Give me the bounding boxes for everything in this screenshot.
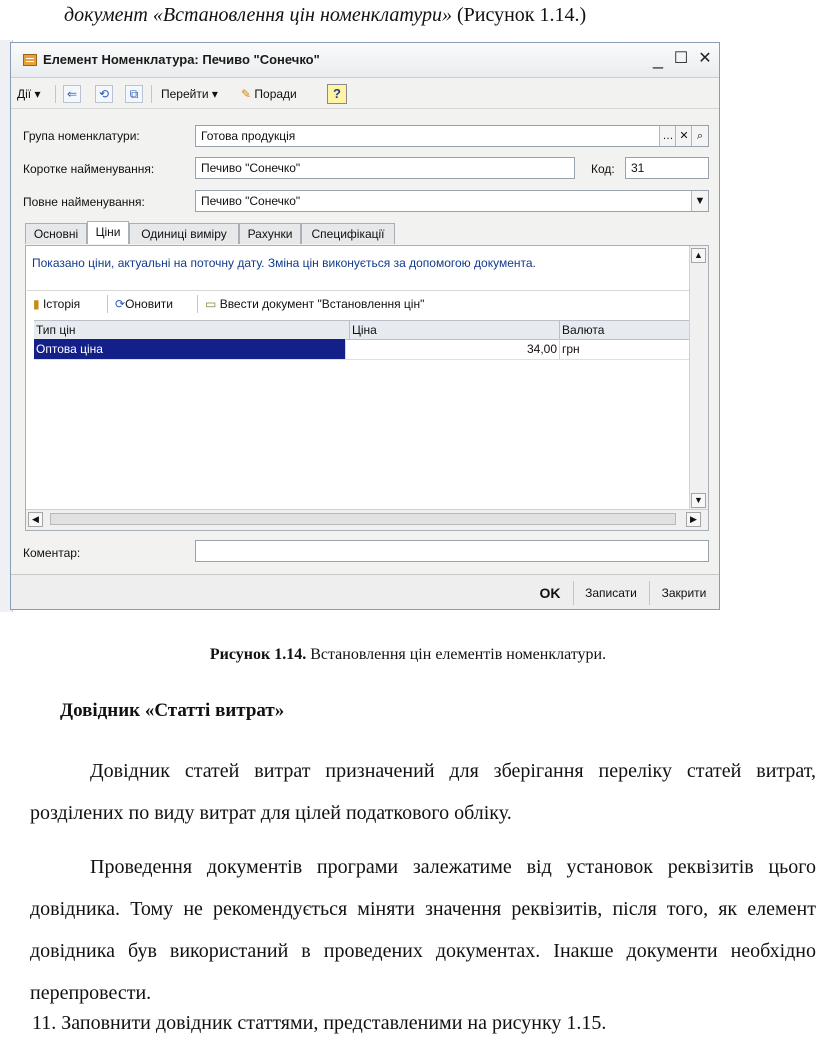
select-button[interactable]: … — [659, 126, 676, 146]
document-icon: ▭ — [205, 297, 217, 311]
tab-units[interactable]: Одиниці виміру — [129, 223, 239, 244]
reread-icon[interactable]: ⟲ — [95, 85, 113, 103]
tab-accounts[interactable]: Рахунки — [239, 223, 301, 244]
enter-document-button[interactable] — [205, 294, 424, 314]
chevron-down-icon: ▾ — [34, 87, 41, 101]
tips-icon: ✎ — [241, 87, 252, 101]
tips-label: Поради — [254, 87, 297, 101]
short-name-label: Коротке найменування: — [23, 162, 155, 176]
goto-menu-label: Перейти — [161, 87, 209, 101]
nomenclature-element-window — [10, 42, 720, 610]
vertical-scrollbar[interactable] — [689, 246, 708, 510]
table-row[interactable] — [34, 339, 694, 360]
cell-currency[interactable]: грн — [562, 342, 580, 356]
save-button[interactable]: Записати — [585, 586, 637, 600]
paragraph-1-text: Довідник статей витрат призначений для зберігання переліку статей витрат, розділених по виду витрат для цілей податкового обліку. — [30, 760, 816, 824]
figure-caption — [0, 646, 816, 664]
help-icon[interactable]: ? — [327, 84, 347, 104]
button-divider — [573, 581, 574, 605]
history-button[interactable] — [33, 294, 80, 314]
full-name-label: Повне найменування: — [23, 195, 145, 209]
paragraph-2-text: Проведення документів програми залежатиме від установок реквізитів цього довідника. Тому не рекомендується міняти значення реквізитів, після того, як елемент довідника був використаний в проведених документах. Інакше документи необхідно перепровести. — [30, 856, 816, 1004]
code-label: Код: — [591, 162, 615, 176]
window-title: Елемент Номенклатура: Печиво "Сонечко" — [43, 52, 320, 67]
tab-basic[interactable]: Основні — [25, 223, 87, 244]
toolbar-divider — [107, 295, 108, 313]
toolbar-divider — [55, 85, 56, 103]
toolbar-divider — [197, 295, 198, 313]
actions-menu[interactable] — [17, 84, 41, 104]
prices-toolbar — [27, 290, 691, 317]
code-field[interactable]: 31 — [625, 157, 709, 179]
group-label: Група номенклатури: — [23, 129, 140, 143]
section-heading: Довідник «Статті витрат» — [60, 700, 285, 721]
paragraph-1 — [30, 750, 816, 834]
actions-menu-label: Дії — [17, 87, 32, 101]
dropdown-arrow-icon[interactable]: ▼ — [691, 191, 708, 211]
intro-line-italic: документ «Встановлення цін номенклатури» — [64, 4, 452, 26]
horizontal-scrollbar[interactable] — [26, 509, 708, 530]
search-icon[interactable]: ⌕ — [691, 126, 708, 146]
group-field[interactable] — [195, 125, 709, 147]
comment-field[interactable] — [195, 540, 709, 562]
maximize-button[interactable]: ☐ — [673, 50, 689, 67]
button-divider — [649, 581, 650, 605]
minimize-button[interactable]: _ — [652, 49, 663, 69]
copy-icon[interactable]: ⧉ — [125, 85, 143, 103]
title-bar[interactable] — [11, 43, 719, 78]
paragraph-2 — [30, 846, 816, 1014]
short-name-field[interactable]: Печиво "Сонечко" — [195, 157, 575, 179]
comment-label: Коментар: — [23, 546, 81, 560]
enter-document-label: Ввести документ "Встановлення цін" — [219, 297, 425, 311]
prices-panel — [25, 245, 709, 531]
back-arrow-icon[interactable]: ⇐ — [63, 85, 81, 103]
history-label: Історія — [42, 297, 81, 311]
figure-caption-number: Рисунок 1.14. — [209, 646, 307, 663]
group-value: Готова продукція — [201, 129, 296, 143]
toolbar — [11, 78, 719, 109]
clear-icon[interactable]: ✕ — [675, 126, 692, 146]
form-buttons-bar — [11, 574, 719, 609]
tips-button[interactable] — [241, 84, 297, 104]
column-header-price-type[interactable]: Тип цін — [34, 321, 350, 339]
table-header — [34, 320, 694, 340]
close-form-button[interactable]: Закрити — [661, 586, 707, 600]
goto-menu[interactable] — [161, 84, 218, 104]
scroll-up-icon[interactable]: ▲ — [691, 248, 706, 263]
tab-prices[interactable]: Ціни — [87, 221, 129, 244]
prices-info-text: Показано ціни, актуальні на поточну дату. Зміна цін виконується за допомогою документа. — [32, 256, 536, 270]
chevron-down-icon: ▾ — [211, 87, 218, 101]
refresh-label: Оновити — [125, 297, 173, 311]
column-header-price[interactable]: Ціна — [350, 321, 560, 339]
cell-price[interactable]: 34,00 — [350, 339, 560, 359]
refresh-button[interactable] — [115, 294, 173, 314]
scroll-down-icon[interactable]: ▼ — [691, 493, 706, 508]
ok-button[interactable]: OK — [539, 585, 561, 601]
intro-line — [64, 4, 586, 27]
scroll-thumb[interactable] — [50, 513, 676, 525]
column-header-currency[interactable]: Валюта — [562, 323, 605, 337]
scroll-right-icon[interactable]: ▶ — [686, 512, 701, 527]
refresh-icon: ⟳ — [115, 297, 126, 311]
scroll-left-icon[interactable]: ◀ — [28, 512, 43, 527]
full-name-field[interactable] — [195, 190, 709, 212]
figure-caption-text: Встановлення цін елементів номенклатури. — [306, 646, 607, 663]
intro-line-rest: (Рисунок 1.14.) — [451, 4, 587, 26]
cell-price-type[interactable]: Оптова ціна — [34, 339, 346, 359]
history-icon: ▮ — [33, 297, 40, 311]
tab-specifications[interactable]: Специфікації — [301, 223, 395, 244]
task-item: 11. Заповнити довідник статтями, представленими на рисунку 1.15. — [32, 1012, 607, 1034]
catalog-icon — [23, 54, 37, 66]
close-button[interactable]: ✕ — [698, 50, 712, 67]
toolbar-divider — [151, 85, 152, 103]
full-name-value: Печиво "Сонечко" — [201, 194, 301, 208]
